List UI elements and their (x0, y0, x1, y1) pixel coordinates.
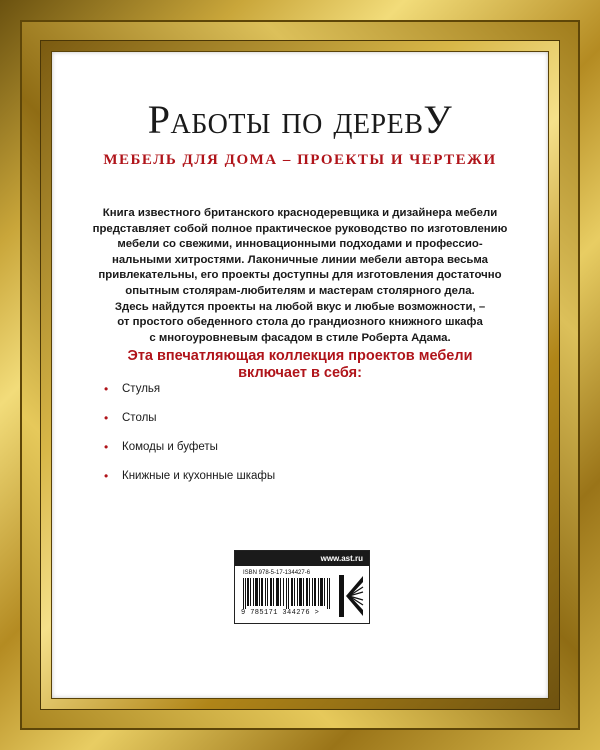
barcode-block (234, 550, 370, 624)
list-item-label: Комоды и буфеты (122, 441, 218, 453)
highlight-line: включает в себя: (238, 365, 362, 381)
publisher-url: www.ast.ru (235, 551, 369, 566)
bullet-icon: • (104, 440, 109, 454)
bullet-icon: • (104, 411, 109, 425)
collection-highlight (92, 348, 508, 382)
list-item-label: Столы (122, 412, 157, 424)
book-subtitle: МЕБЕЛЬ ДЛЯ ДОМА – ПРОЕКТЫ И ЧЕРТЕЖИ (103, 152, 497, 168)
description-line: мебели со свежими, инновационными подходами и профессио- (117, 238, 483, 251)
description-line: Книга известного британского краснодеревщика и дизайнера мебели (102, 207, 498, 219)
list-item-label: Стулья (122, 383, 161, 395)
highlight-line: Эта впечатляющая коллекция проектов мебели (127, 348, 473, 364)
publisher-logo-icon (337, 573, 365, 619)
description-line: от простого обеденного стола до грандиозного книжного шкафа (117, 316, 483, 329)
description-line: Здесь найдутся проекты на любой вкус и любые возможности, – (114, 300, 486, 313)
description-line: опытным столярам-любителям и мастерам столярного дела. (125, 284, 475, 297)
list-item (104, 469, 275, 497)
list-item-label: Книжные и кухонные шкафы (122, 470, 276, 482)
bullet-icon: • (104, 469, 109, 483)
bullet-icon: • (104, 382, 109, 396)
contents-list (104, 382, 275, 498)
description-line: привлекательны, его проекты доступны для изготовления достаточно (98, 269, 502, 282)
barcode-bars (243, 578, 333, 609)
list-item (104, 382, 275, 410)
book-title: Работы по деревУ (147, 97, 453, 142)
list-item (104, 411, 275, 439)
description-line: с многоуровневым фасадом в стиле Роберта Адама. (149, 331, 451, 344)
book-description (92, 206, 508, 346)
description-line: представляет собой полное практическое руководство по изготовлению (92, 222, 508, 235)
back-cover-page (52, 52, 548, 698)
list-item (104, 440, 275, 468)
barcode-number: 9 785171 344276 > (241, 609, 320, 617)
description-line: нальными хитростями. Лаконичные линии мебели автора весьма (111, 253, 489, 266)
isbn-label: ISBN 978-5-17-134427-6 (243, 570, 311, 576)
